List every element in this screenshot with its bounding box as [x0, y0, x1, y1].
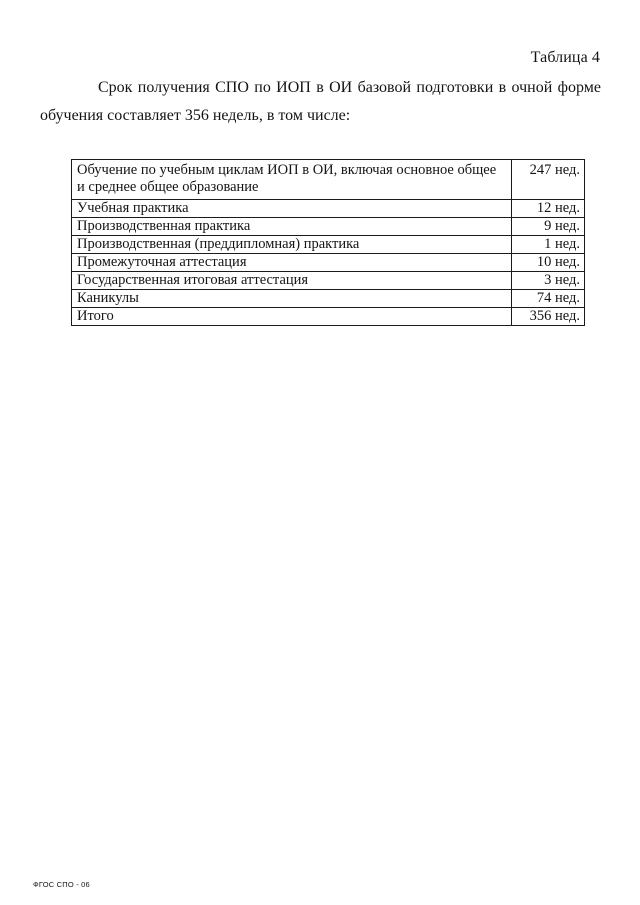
- row-value: 247 нед.: [512, 160, 585, 200]
- row-item: Промежуточная аттестация: [72, 254, 512, 272]
- table-row: [72, 218, 585, 236]
- row-value: 10 нед.: [512, 254, 585, 272]
- table-row: [72, 272, 585, 290]
- table-row: [72, 290, 585, 308]
- row-item: Учебная практика: [72, 200, 512, 218]
- table-caption: Таблица 4: [530, 49, 600, 66]
- table-row: [72, 200, 585, 218]
- row-item: Каникулы: [72, 290, 512, 308]
- row-value: 356 нед.: [512, 308, 585, 326]
- row-value: 3 нед.: [512, 272, 585, 290]
- table-row: [72, 236, 585, 254]
- table-row: [72, 160, 585, 200]
- table-row: [72, 254, 585, 272]
- intro-paragraph: [40, 74, 601, 130]
- row-value: 74 нед.: [512, 290, 585, 308]
- row-item: Производственная (преддипломная) практика: [72, 236, 512, 254]
- intro-text: Срок получения СПО по ИОП в ОИ базовой подготовки в очной форме обучения составляет 356 недель, в том числе:: [40, 79, 601, 124]
- table-row-total: [72, 308, 585, 326]
- footer-document-code: ФГОС СПО - 06: [33, 880, 90, 889]
- row-item: Государственная итоговая аттестация: [72, 272, 512, 290]
- row-item: Обучение по учебным циклам ИОП в ОИ, включая основное общее и среднее общее образование: [72, 160, 512, 200]
- row-value: 1 нед.: [512, 236, 585, 254]
- row-value: 12 нед.: [512, 200, 585, 218]
- row-item: Итого: [72, 308, 512, 326]
- schedule-table: [71, 159, 585, 326]
- row-value: 9 нед.: [512, 218, 585, 236]
- row-item: Производственная практика: [72, 218, 512, 236]
